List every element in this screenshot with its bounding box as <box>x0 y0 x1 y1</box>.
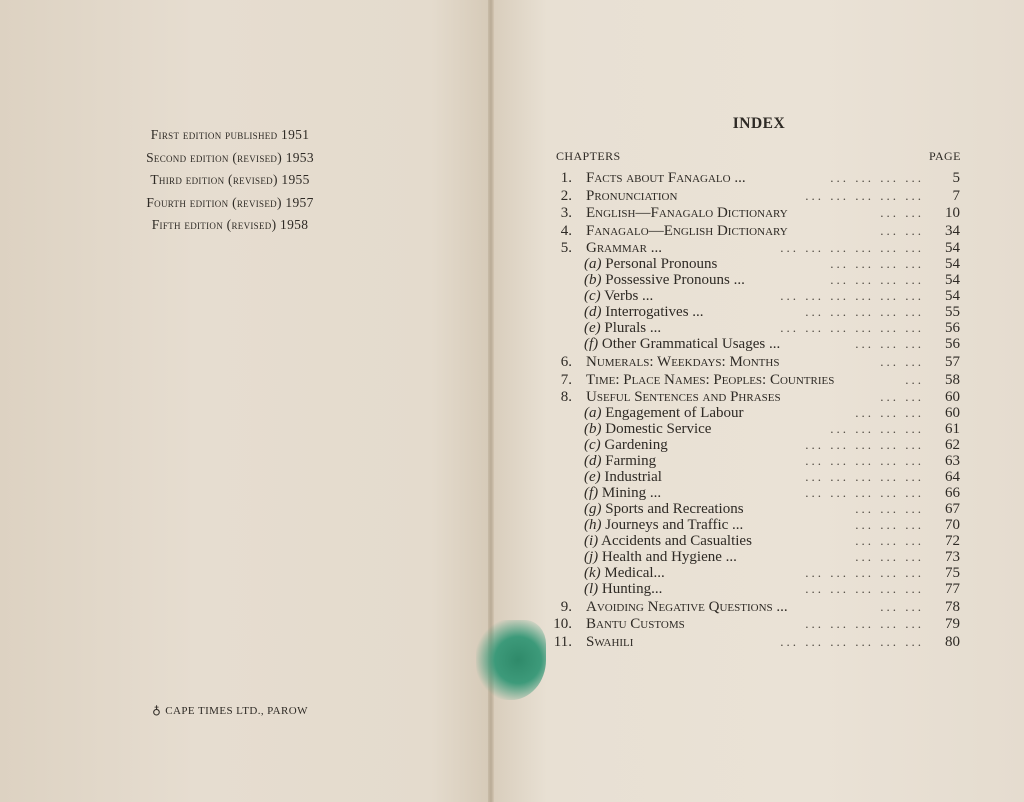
page-number: 56 <box>945 320 960 337</box>
page-number: 60 <box>945 389 960 406</box>
chapter-entry <box>494 223 1024 239</box>
subsection-entry <box>494 336 1024 352</box>
page-number: 54 <box>945 256 960 273</box>
subsection-entry <box>494 405 1024 421</box>
subsection-label: Other Grammatical Usages ... <box>601 336 781 353</box>
page-number: 7 <box>952 187 960 204</box>
subsection-entry <box>494 501 1024 517</box>
table-of-contents <box>494 170 1024 650</box>
dot-leader: ... ... ... ... ... <box>805 453 924 469</box>
subsection-label: Possessive Pronouns ... <box>605 272 745 289</box>
dot-leader: ... ... ... ... <box>830 256 924 272</box>
left-page <box>0 0 490 802</box>
page-number: 54 <box>945 288 960 305</box>
chapter-number: 3. <box>560 205 572 222</box>
dot-leader: ... ... <box>880 389 924 405</box>
subsection-label: Farming <box>605 453 657 470</box>
subsection-entry <box>494 304 1024 320</box>
subsection-label: Verbs ... <box>604 288 654 305</box>
chapter-number: 1. <box>560 170 572 186</box>
page-number: 34 <box>945 222 960 239</box>
index-title: INDEX <box>732 115 786 132</box>
page-number: 56 <box>945 336 960 353</box>
edition-line: Second edition (revised) 1953 <box>146 149 314 165</box>
subsection-letter: (a) <box>584 256 602 273</box>
subsection-label: Domestic Service <box>605 421 712 438</box>
subsection-label: Health and Hygiene ... <box>601 549 737 566</box>
dot-leader: ... ... ... ... ... ... <box>780 240 924 256</box>
chapter-title: Facts about Fanagalo ... <box>586 170 746 186</box>
dot-leader: ... ... ... <box>855 549 924 565</box>
subsection-letter: (f) <box>584 485 599 502</box>
dot-leader: ... <box>905 371 924 387</box>
dot-leader: ... ... ... <box>855 517 924 533</box>
subsection-entry <box>494 469 1024 485</box>
page-number: 78 <box>945 598 960 615</box>
page-number: 62 <box>945 437 960 454</box>
edition-line: Fifth edition (revised) 1958 <box>151 217 309 232</box>
subsection-entry <box>494 421 1024 437</box>
subsection-title <box>584 336 780 352</box>
subsection-title <box>584 437 668 453</box>
page-number: 64 <box>945 469 960 486</box>
edition-history <box>0 124 460 237</box>
dot-leader: ... ... ... ... ... <box>805 304 924 320</box>
subsection-title <box>584 304 704 320</box>
chapter-entry <box>494 240 1024 256</box>
chapter-entry <box>494 599 1024 615</box>
page-number: 63 <box>945 453 960 470</box>
dot-leader: ... ... <box>880 353 924 369</box>
subsection-letter: (b) <box>584 421 602 438</box>
edition-line: First edition published 1951 <box>150 127 310 142</box>
subsection-title <box>584 453 656 469</box>
right-page <box>494 0 1024 802</box>
dot-leader: ... ... ... <box>855 501 924 517</box>
page-number: 61 <box>945 421 960 438</box>
dot-leader: ... ... ... ... ... <box>805 565 924 581</box>
dot-leader: ... ... ... ... ... <box>805 581 924 597</box>
subsection-title <box>584 533 752 549</box>
subsection-label: Mining ... <box>601 485 662 502</box>
subsection-letter: (f) <box>584 336 599 353</box>
subsection-entry <box>494 288 1024 304</box>
subsection-title <box>584 485 661 501</box>
subsection-entry <box>494 453 1024 469</box>
chapters-header: CHAPTERS <box>556 149 621 163</box>
page-number: 77 <box>945 581 960 598</box>
dot-leader: ... ... ... ... ... ... <box>780 288 924 304</box>
chapter-number: 9. <box>560 598 572 615</box>
subsection-label: Engagement of Labour <box>605 405 744 422</box>
dot-leader: ... ... ... ... ... <box>805 616 924 632</box>
chapter-number: 6. <box>560 353 572 370</box>
page-header: PAGE <box>929 149 961 163</box>
chapter-number: 10. <box>553 616 572 633</box>
dot-leader: ... ... ... <box>855 533 924 549</box>
chapter-entry <box>494 616 1024 632</box>
subsection-letter: (e) <box>584 469 601 486</box>
subsection-entry <box>494 549 1024 565</box>
subsection-title <box>584 501 744 517</box>
subsection-title <box>584 517 743 533</box>
page-number: 5 <box>952 170 960 186</box>
printer-imprint <box>0 703 460 718</box>
subsection-title <box>584 288 653 304</box>
page-number: 66 <box>945 485 960 502</box>
subsection-letter: (k) <box>584 565 601 582</box>
page-number: 73 <box>945 549 960 566</box>
page-number: 57 <box>945 353 960 370</box>
page-number: 54 <box>945 272 960 289</box>
subsection-title <box>584 320 661 336</box>
dot-leader: ... ... ... <box>855 336 924 352</box>
chapter-entry <box>494 634 1024 650</box>
dot-leader: ... ... ... ... ... ... <box>780 633 924 649</box>
printer-name: CAPE TIMES LTD., PAROW <box>165 705 308 717</box>
chapter-number: 11. <box>553 633 572 650</box>
chapter-title: Avoiding Negative Questions ... <box>586 598 788 615</box>
chapter-number: 4. <box>560 222 572 239</box>
subsection-title <box>584 565 665 581</box>
subsection-entry <box>494 320 1024 336</box>
subsection-letter: (l) <box>584 581 599 598</box>
chapter-title: Useful Sentences and Phrases <box>586 389 781 406</box>
chapter-title: Pronunciation <box>586 187 678 204</box>
subsection-letter: (i) <box>584 533 599 550</box>
ink-stain <box>476 620 546 700</box>
subsection-label: Hunting... <box>601 581 663 598</box>
subsection-entry <box>494 485 1024 501</box>
chapter-title: Bantu Customs <box>586 616 685 633</box>
subsection-entry <box>494 272 1024 288</box>
page-number: 58 <box>945 371 960 388</box>
dot-leader: ... ... ... ... ... <box>805 437 924 453</box>
subsection-label: Gardening <box>604 437 668 454</box>
subsection-title <box>584 256 717 272</box>
chapter-number: 5. <box>560 240 572 257</box>
subsection-entry <box>494 581 1024 597</box>
page-number: 72 <box>945 533 960 550</box>
edition-line: Third edition (revised) 1955 <box>150 172 310 187</box>
subsection-letter: (d) <box>584 453 602 470</box>
chapter-entry <box>494 354 1024 370</box>
chapter-number: 7. <box>560 371 572 388</box>
page-number: 70 <box>945 517 960 534</box>
subsection-label: Medical... <box>604 565 665 582</box>
dot-leader: ... ... <box>880 222 924 238</box>
subsection-label: Interrogatives ... <box>605 304 704 321</box>
dot-leader: ... ... ... ... ... <box>805 187 924 203</box>
subsection-letter: (g) <box>584 501 602 518</box>
subsection-title <box>584 581 662 597</box>
subsection-entry <box>494 565 1024 581</box>
subsection-title <box>584 405 744 421</box>
chapter-entry <box>494 170 1024 186</box>
page-number: 80 <box>945 633 960 650</box>
dot-leader: ... ... ... ... <box>830 421 924 437</box>
chapter-title: English—Fanagalo Dictionary <box>586 205 788 222</box>
subsection-label: Plurals ... <box>604 320 662 337</box>
dot-leader: ... ... ... ... ... ... <box>780 320 924 336</box>
chapter-title: Fanagalo—English Dictionary <box>586 222 788 239</box>
anchor-icon: ♁ <box>152 703 162 717</box>
subsection-title <box>584 421 711 437</box>
subsection-label: Accidents and Casualties <box>601 533 752 550</box>
chapter-title: Swahili <box>586 633 634 650</box>
page-number: 54 <box>945 240 960 257</box>
chapter-title: Time: Place Names: Peoples: Countries <box>586 371 835 388</box>
subsection-entry <box>494 517 1024 533</box>
edition-line: Fourth edition (revised) 1957 <box>146 194 314 210</box>
subsection-letter: (d) <box>584 304 602 321</box>
chapter-entry <box>494 372 1024 388</box>
dot-leader: ... ... <box>880 598 924 614</box>
page-number: 79 <box>945 616 960 633</box>
subsection-letter: (b) <box>584 272 602 289</box>
subsection-letter: (a) <box>584 405 602 422</box>
subsection-entry <box>494 256 1024 272</box>
chapter-title: Grammar ... <box>586 240 662 257</box>
subsection-letter: (c) <box>584 437 601 454</box>
dot-leader: ... ... <box>880 205 924 221</box>
page-number: 75 <box>945 565 960 582</box>
chapter-entry <box>494 205 1024 221</box>
subsection-label: Personal Pronouns <box>605 256 718 273</box>
page-number: 55 <box>945 304 960 321</box>
subsection-title <box>584 272 745 288</box>
subsection-title <box>584 469 662 485</box>
subsection-label: Journeys and Traffic ... <box>605 517 744 534</box>
chapter-title: Numerals: Weekdays: Months <box>586 353 780 370</box>
subsection-entry <box>494 437 1024 453</box>
subsection-letter: (h) <box>584 517 602 534</box>
subsection-title <box>584 549 737 565</box>
dot-leader: ... ... ... ... ... <box>805 485 924 501</box>
subsection-entry <box>494 533 1024 549</box>
dot-leader: ... ... ... ... ... <box>805 469 924 485</box>
dot-leader: ... ... ... <box>855 405 924 421</box>
subsection-label: Sports and Recreations <box>605 501 744 518</box>
subsection-letter: (c) <box>584 288 601 305</box>
chapter-number: 8. <box>560 389 572 406</box>
chapter-entry <box>494 389 1024 405</box>
dot-leader: ... ... ... ... <box>830 272 924 288</box>
dot-leader: ... ... ... ... <box>830 170 924 185</box>
subsection-letter: (j) <box>584 549 599 566</box>
chapter-entry <box>494 188 1024 204</box>
subsection-letter: (e) <box>584 320 601 337</box>
chapter-number: 2. <box>560 187 572 204</box>
subsection-label: Industrial <box>604 469 662 486</box>
page-number: 67 <box>945 501 960 518</box>
page-number: 10 <box>945 205 960 222</box>
page-number: 60 <box>945 405 960 422</box>
